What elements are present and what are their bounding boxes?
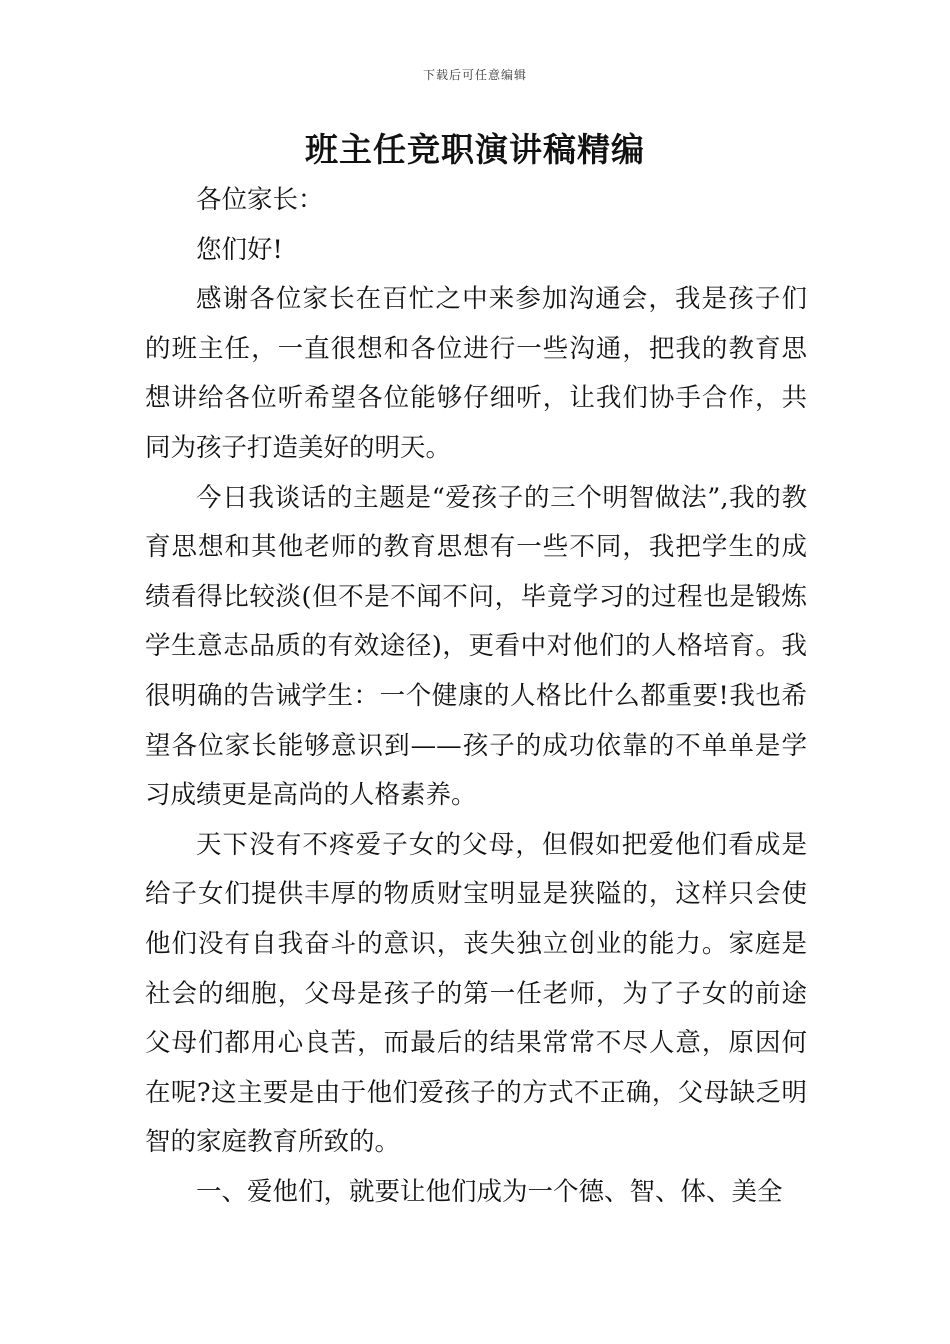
paragraph-theme: 今日我谈话的主题是“爱孩子的三个明智做法”,我的教育思想和其他老师的教育思想有一些不同，我把学生的成绩看得比较淡(但不是不闻不问，毕竟学习的过程也是锻炼学生意志品质的有效途径)，更看中对他们的人格培育。我很明确的告诫学生：一个健康的人格比什么都重要!我也希望各位家长能够意识到——孩子的成功依靠的不单单是学习成绩更是高尚的人格素养。 bbox=[145, 482, 807, 811]
salutation: 各位家长： bbox=[196, 185, 324, 215]
document-title: 班主任竞职演讲稿精编 bbox=[305, 130, 645, 169]
header-note: 下载后可任意编辑 bbox=[422, 68, 527, 82]
paragraph-parents-love: 天下没有不疼爱子女的父母，但假如把爱他们看成是给子女们提供丰厚的物质财宝明显是狭隘的，这样只会使他们没有自我奋斗的意识，丧失独立创业的能力。家庭是社会的细胞，父母是孩子的第一任老师，为了子女的前途父母们都用心良苦，而最后的结果常常不尽人意，原因何在呢?这主要是由于他们爱孩子的方式不正确，父母缺乏明智的家庭教育所致的。 bbox=[145, 829, 807, 1158]
document-body bbox=[145, 176, 807, 1217]
paragraph-point-one: 一、爱他们，就要让他们成为一个德、智、体、美全 bbox=[196, 1176, 783, 1207]
greeting: 您们好! bbox=[196, 234, 283, 265]
paragraph-thanks: 感谢各位家长在百忙之中来参加沟通会，我是孩子们的班主任，一直很想和各位进行一些沟通，把我的教育思想讲给各位听希望各位能够仔细听，让我们协手合作，共同为孩子打造美好的明天。 bbox=[145, 284, 807, 463]
